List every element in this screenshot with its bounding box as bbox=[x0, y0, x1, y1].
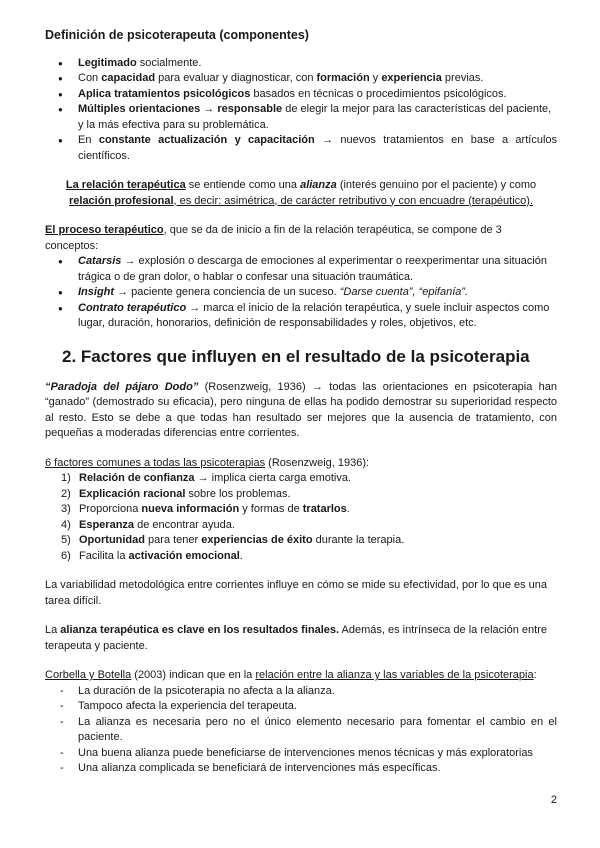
list-item: ● Aplica tratamientos psicológicos basados en técnicas o procedimientos psicológicos. bbox=[78, 87, 557, 103]
relacion-paragraph: La relación terapéutica se entiende como una alianza (interés genuino por el paciente) y como relación profesional, es decir: asimétrica, de carácter retributivo y con encuadre (terapéutico). bbox=[65, 179, 537, 207]
variabilidad-paragraph: La variabilidad metodológica entre corrientes influye en cómo se mide su efectividad, por lo que es una tarea difícil. bbox=[45, 579, 548, 607]
document-page bbox=[45, 28, 557, 777]
section-heading-factores: 2. Factores que influyen en el resultado de la psicoterapia bbox=[62, 346, 530, 366]
list-item: ● Contrato terapéutico → marca el inicio de la relación terapéutica, y suele incluir aspectos como lugar, duración, honorarios, definición de responsabilidades y roles, objetivos, etc. bbox=[78, 301, 557, 332]
proceso-list bbox=[45, 254, 557, 332]
alianza-paragraph: La alianza terapéutica es clave en los resultados finales. Además, es intrínseca de la relación entre terapeuta y paciente. bbox=[45, 624, 547, 652]
list-item: ● Con capacidad para evaluar y diagnosticar, con formación y experiencia previas. bbox=[78, 71, 557, 87]
corbella-list bbox=[45, 684, 557, 777]
list-item: ● Insight → paciente genera conciencia de un suceso. “Darse cuenta”, “epifanía”. bbox=[78, 285, 557, 301]
list-item: 4) Esperanza de encontrar ayuda. bbox=[61, 518, 235, 531]
list-item: 3) Proporciona nueva información y formas de tratarlos. bbox=[61, 503, 350, 515]
definition-list bbox=[45, 56, 557, 165]
list-item: 6) Facilita la activación emocional. bbox=[61, 549, 243, 562]
list-item: ● Múltiples orientaciones → responsable de elegir la mejor para las características del paciente, y la más efectiva para su problemática. bbox=[78, 102, 557, 133]
list-item: 1) Relación de confianza → implica cierta carga emotiva. bbox=[61, 472, 352, 484]
list-item: ● Legitimado socialmente. bbox=[78, 56, 557, 72]
list-item: - Una buena alianza puede beneficiarse de intervenciones menos técnicas y más exploratorias bbox=[78, 746, 557, 762]
page-number: 2 bbox=[550, 794, 557, 806]
list-item: - Una alianza complicada se beneficiará de intervenciones más específicas. bbox=[78, 761, 557, 777]
list-item: ● Catarsis → explosión o descarga de emociones al experimentar o reexperimentar una situación trágica o de gran dolor, o hablar o confesar una situación traumática. bbox=[78, 254, 557, 285]
list-item: 5) Oportunidad para tener experiencias de éxito durante la terapia. bbox=[61, 534, 405, 546]
list-item: - La duración de la psicoterapia no afecta a la alianza. bbox=[78, 684, 557, 700]
list-item: - Tampoco afecta la experiencia del terapeuta. bbox=[78, 699, 557, 715]
list-item: ● En constante actualización y capacitación → nuevos tratamientos en base a artículos científicos. bbox=[78, 133, 557, 164]
factores-list bbox=[45, 471, 557, 564]
section-heading-definicion: Definición de psicoterapeuta (componentes) bbox=[45, 28, 309, 42]
list-item: - La alianza es necesaria pero no el único elemento necesario para fomentar el cambio en el paciente. bbox=[78, 715, 557, 746]
dodo-paragraph: “Paradoja del pájaro Dodo” (Rosenzweig, 1936) → todas las orientaciones en psicoterapia han “ganado” (demostrado su eficacia), pero ninguna de ellas ha podido demostrar su superioridad respecto al resto. Esto se debe a que todas han resultado ser mejores que la ausencia de tratamiento, con pequeñas a moderadas diferencias entre corrientes. bbox=[45, 380, 557, 439]
factores-intro: 6 factores comunes a todas las psicoterapias (Rosenzweig, 1936): bbox=[45, 456, 370, 469]
proceso-paragraph: El proceso terapéutico, que se da de inicio a fin de la relación terapéutica, se compone de 3 conceptos: bbox=[45, 224, 502, 252]
corbella-paragraph: Corbella y Botella (2003) indican que en la relación entre la alianza y las variables de la psicoterapia: bbox=[45, 669, 537, 681]
list-item: 2) Explicación racional sobre los problemas. bbox=[61, 487, 291, 500]
